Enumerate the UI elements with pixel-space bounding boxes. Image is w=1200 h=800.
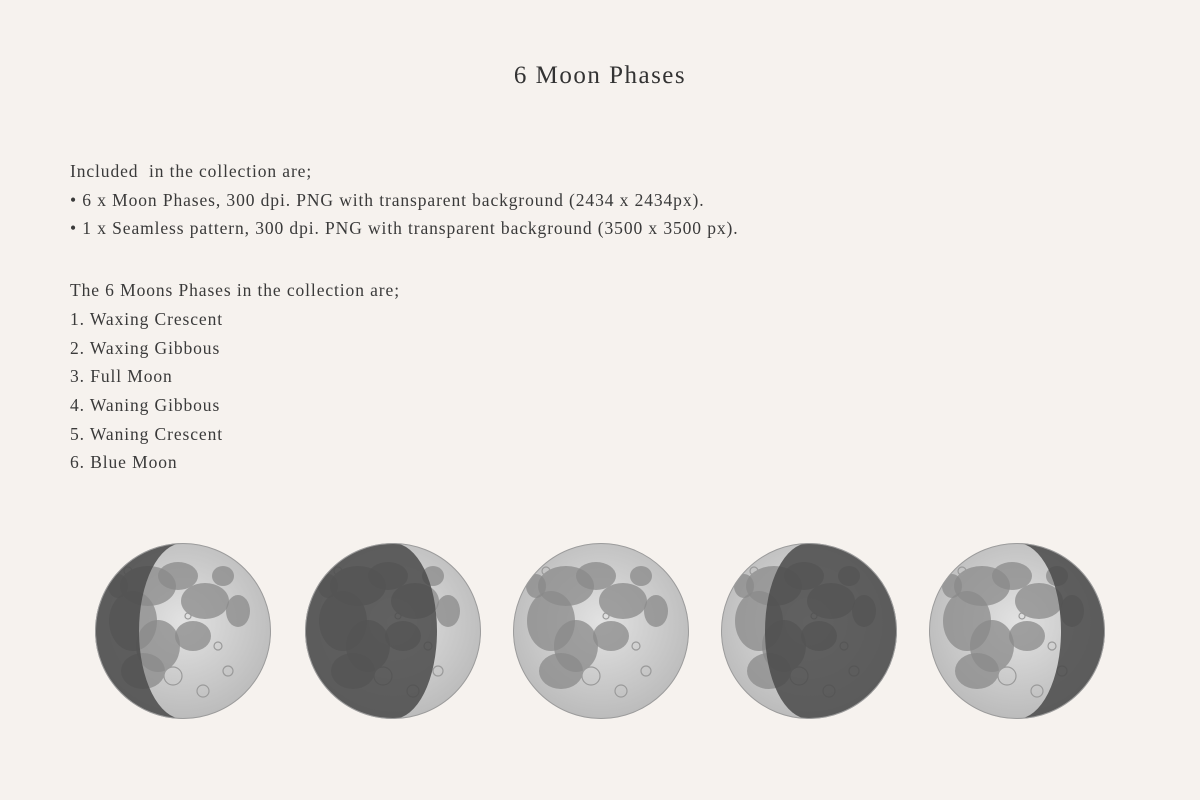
description <box>70 157 739 477</box>
moon-waxing-gibbous-image <box>304 542 482 720</box>
moon-phase-row <box>0 542 1200 722</box>
phase-list-item: 5. Waning Crescent <box>70 423 223 444</box>
phase-list-item: 4. Waning Gibbous <box>70 394 221 415</box>
intro-item: • 1 x Seamless pattern, 300 dpi. PNG with transparent background (3500 x 3500 px). <box>70 218 739 239</box>
page-title: 6 Moon Phases <box>513 62 687 89</box>
phase-list-item: 3. Full Moon <box>70 366 173 387</box>
phase-list-item: 2. Waxing Gibbous <box>70 337 221 358</box>
moon-waxing-crescent-image <box>94 542 272 720</box>
intro-heading: Included in the collection are; <box>70 161 313 181</box>
moon-waning-gibbous-image <box>720 542 898 720</box>
intro-item: • 6 x Moon Phases, 300 dpi. PNG with transparent background (2434 x 2434px). <box>70 189 705 210</box>
phases-heading: The 6 Moons Phases in the collection are; <box>70 280 400 301</box>
phase-list-item: 6. Blue Moon <box>70 452 178 473</box>
phase-list-item: 1. Waxing Crescent <box>70 308 223 329</box>
moon-full-moon-image <box>512 542 690 720</box>
moon-waning-crescent-image <box>928 542 1106 720</box>
